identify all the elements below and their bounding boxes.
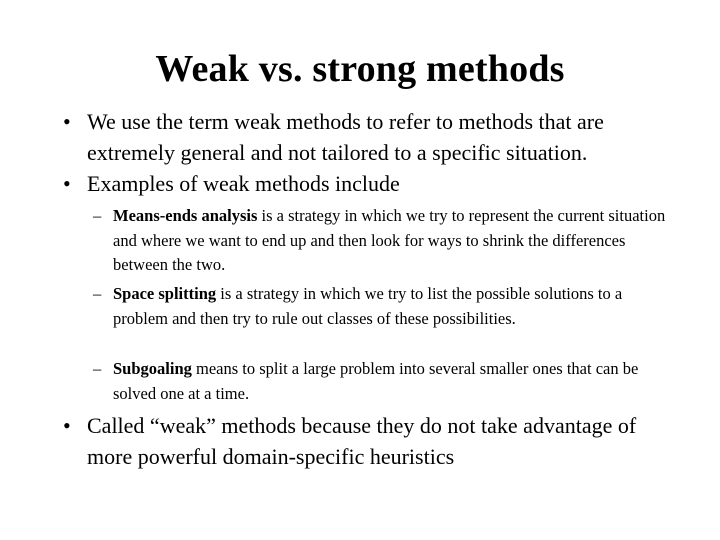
bullet-dot: • bbox=[63, 171, 71, 196]
bullet-dot: • bbox=[63, 413, 71, 438]
sub-bullet-item bbox=[93, 357, 673, 406]
bullet-dot: • bbox=[63, 109, 71, 134]
sub-bullet-dash: – bbox=[93, 206, 102, 225]
bullet-text: Examples of weak methods include bbox=[87, 171, 400, 196]
sub-bullet-item bbox=[93, 282, 673, 331]
sub-bullet-description: means to split a large problem into several smaller ones that can be solved one at a time. bbox=[113, 359, 639, 403]
sub-bullet-term: Space splitting bbox=[113, 284, 217, 303]
sub-bullet-term: Subgoaling bbox=[113, 359, 192, 378]
sub-bullet-description: is a strategy in which we try to list the possible solutions to a problem and then try to rule out classes of these possibilities. bbox=[113, 284, 623, 328]
sub-bullet-text bbox=[113, 204, 673, 278]
sub-bullet-dash: – bbox=[93, 284, 102, 303]
sub-bullet-text bbox=[113, 282, 673, 331]
sub-bullet-text bbox=[113, 357, 673, 406]
sub-bullet-item bbox=[93, 204, 673, 278]
bullet-item bbox=[63, 410, 673, 472]
sub-bullet-term: Means-ends analysis bbox=[113, 206, 258, 225]
sub-bullet-dash: – bbox=[93, 359, 102, 378]
sub-bullet-description: is a strategy in which we try to represent the current situation and where we want to end up and then look for ways to shrink the differences between the two. bbox=[113, 206, 666, 274]
bullet-item bbox=[63, 168, 673, 199]
slide-title: Weak vs. strong methods bbox=[155, 48, 565, 90]
bullet-item bbox=[63, 106, 673, 168]
bullet-text: We use the term weak methods to refer to methods that are extremely general and not tailored to a specific situation. bbox=[87, 109, 604, 165]
bullet-text: Called “weak” methods because they do not take advantage of more powerful domain-specific heuristics bbox=[87, 413, 637, 469]
